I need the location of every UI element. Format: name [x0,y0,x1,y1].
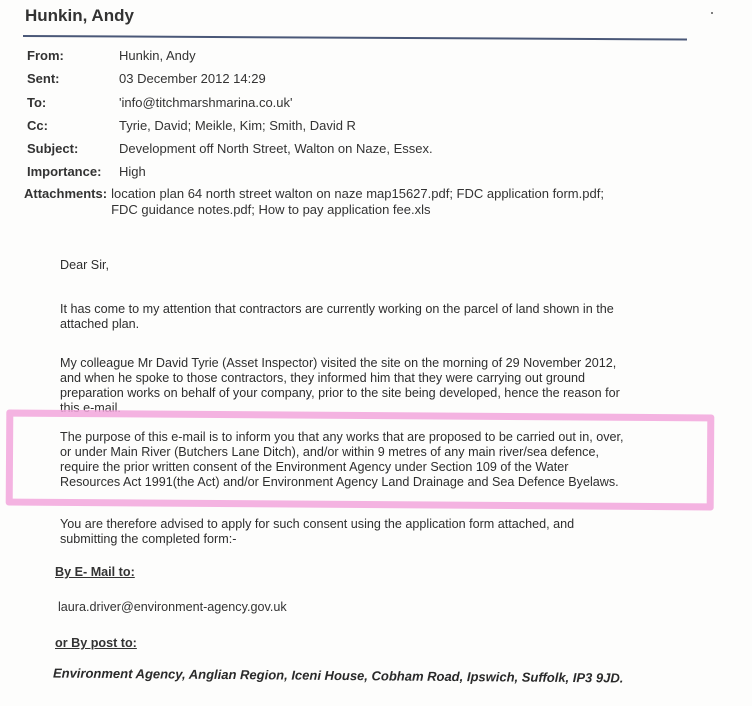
to-label: To: [27,95,47,110]
by-email-heading: By E- Mail to: [55,565,135,579]
header-cc [27,118,356,133]
paragraph-1-line: attached plan. [60,317,140,331]
title-divider [23,35,687,40]
paragraph-3-line: require the prior written consent of the Environment Agency under Section 109 of the Water [60,460,569,474]
header-attachments [24,186,604,218]
document-title: Hunkin, Andy [25,6,134,25]
from-value: Hunkin, Andy [119,48,196,63]
sent-label: Sent: [27,71,60,86]
to-value: 'info@titchmarshmarina.co.uk' [119,95,293,110]
greeting: Dear Sir, [60,258,109,272]
scan-speck [711,12,713,14]
attachments-line-2: FDC guidance notes.pdf; How to pay application fee.xls [111,202,431,217]
paragraph-2-line: preparation works on behalf of your company, prior to the site being developed, hence the reason for [60,386,620,400]
postal-address: Environment Agency, Anglian Region, Iceni House, Cobham Road, Ipswich, Suffolk, IP3 9JD. [52,665,624,686]
paragraph-1 [60,302,614,332]
subject-value: Development off North Street, Walton on Naze, Essex. [119,141,433,156]
paragraph-2 [60,356,620,416]
paragraph-1-line: It has come to my attention that contractors are currently working on the parcel of land shown in the [60,302,614,316]
attachments-label: Attachments: [24,186,108,201]
sent-value: 03 December 2012 14:29 [119,71,266,86]
header-from [27,48,196,63]
paragraph-2-line: this e-mail. [60,401,121,415]
paragraph-3-line: Resources Act 1991(the Act) and/or Environment Agency Land Drainage and Sea Defence Byelaws. [60,475,619,489]
from-label: From: [27,48,64,63]
attachments-value [111,186,604,218]
importance-value: High [119,164,146,179]
paragraph-4-line: submitting the completed form:- [60,532,237,546]
cc-value: Tyrie, David; Meikle, Kim; Smith, David R [119,118,356,133]
header-sent [27,71,266,86]
paragraph-3-line: or under Main River (Butchers Lane Ditch), and/or within 9 metres of any main river/sea defence, [60,445,599,459]
cc-label: Cc: [27,118,48,133]
paragraph-3-highlighted [60,430,624,490]
header-importance [27,164,146,179]
header-to [27,95,293,110]
by-post-heading: or By post to: [55,636,137,650]
paragraph-4-line: You are therefore advised to apply for such consent using the application form attached, and [60,517,575,531]
attachments-line-1: location plan 64 north street walton on naze map15627.pdf; FDC application form.pdf; [111,186,604,201]
paragraph-3-line: The purpose of this e-mail is to inform you that any works that are proposed to be carried out in, over, [60,430,624,444]
subject-label: Subject: [27,141,79,156]
importance-label: Importance: [27,164,102,179]
header-subject [27,141,433,156]
paragraph-2-line: and when he spoke to those contractors, they informed him that they were carrying out ground [60,371,586,385]
paragraph-2-line: My colleague Mr David Tyrie (Asset Inspector) visited the site on the morning of 29 November 2012, [60,356,617,370]
email-address-link[interactable]: laura.driver@environment-agency.gov.uk [58,600,287,614]
paragraph-4 [60,517,574,547]
